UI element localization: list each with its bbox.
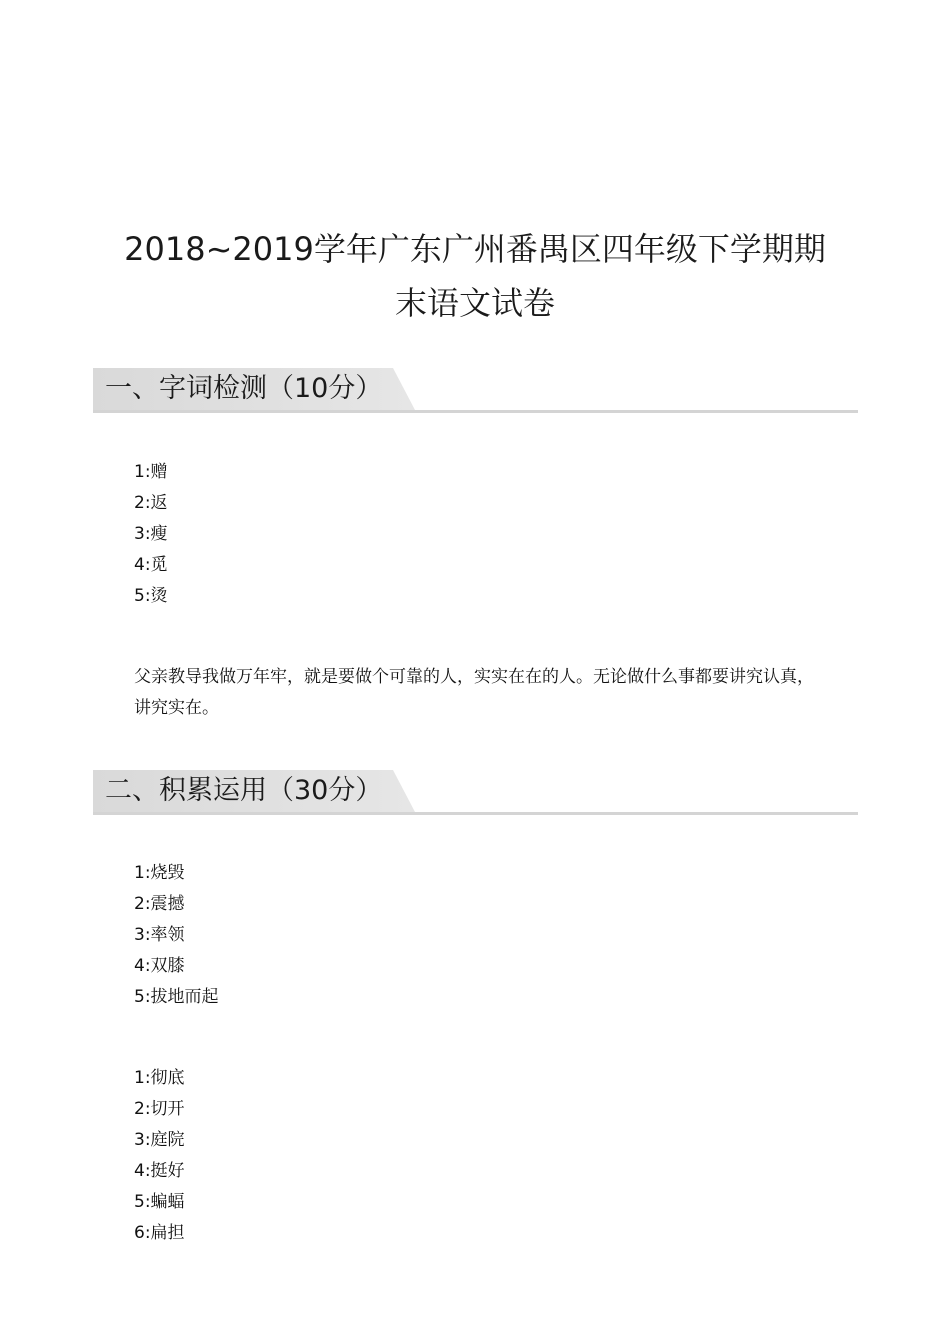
answer-item: 1:赠 <box>134 462 168 482</box>
answer-item: 6:扁担 <box>134 1223 185 1243</box>
title-line-2: 末语文试卷 <box>394 284 555 322</box>
title-line-1: 2018~2019学年广东广州番禺区四年级下学期期 <box>124 230 826 268</box>
answer-item: 4:挺好 <box>134 1161 185 1181</box>
answer-item: 4:觅 <box>134 555 168 575</box>
section-header-1 <box>93 368 858 412</box>
section-heading-2: 二、积累运用（30分） <box>105 775 383 806</box>
answer-list-1 <box>134 457 168 612</box>
answer-item: 3:率领 <box>134 925 185 945</box>
answer-list-3 <box>134 1063 185 1249</box>
section-heading-1: 一、字词检测（10分） <box>105 373 383 404</box>
answer-item: 4:双膝 <box>134 956 185 976</box>
answer-item: 5:拔地而起 <box>134 987 219 1007</box>
answer-item: 5:蝙蝠 <box>134 1192 185 1212</box>
answer-item: 3:瘦 <box>134 524 168 544</box>
answer-item: 2:震撼 <box>134 894 185 914</box>
section-divider <box>93 410 858 413</box>
answer-item: 5:烫 <box>134 586 168 606</box>
answer-item: 3:庭院 <box>134 1130 185 1150</box>
document-title <box>0 222 950 330</box>
answer-list-2 <box>134 858 219 1013</box>
section-divider <box>93 812 858 815</box>
answer-item: 1:彻底 <box>134 1068 185 1088</box>
answer-item: 1:烧毁 <box>134 863 185 883</box>
answer-item: 2:切开 <box>134 1099 185 1119</box>
section-header-2 <box>93 770 858 814</box>
answer-paragraph: 父亲教导我做万年牢，就是要做个可靠的人，实实在在的人。无论做什么事都要讲究认真，讲究实在。 <box>134 667 814 718</box>
answer-item: 2:返 <box>134 493 168 513</box>
